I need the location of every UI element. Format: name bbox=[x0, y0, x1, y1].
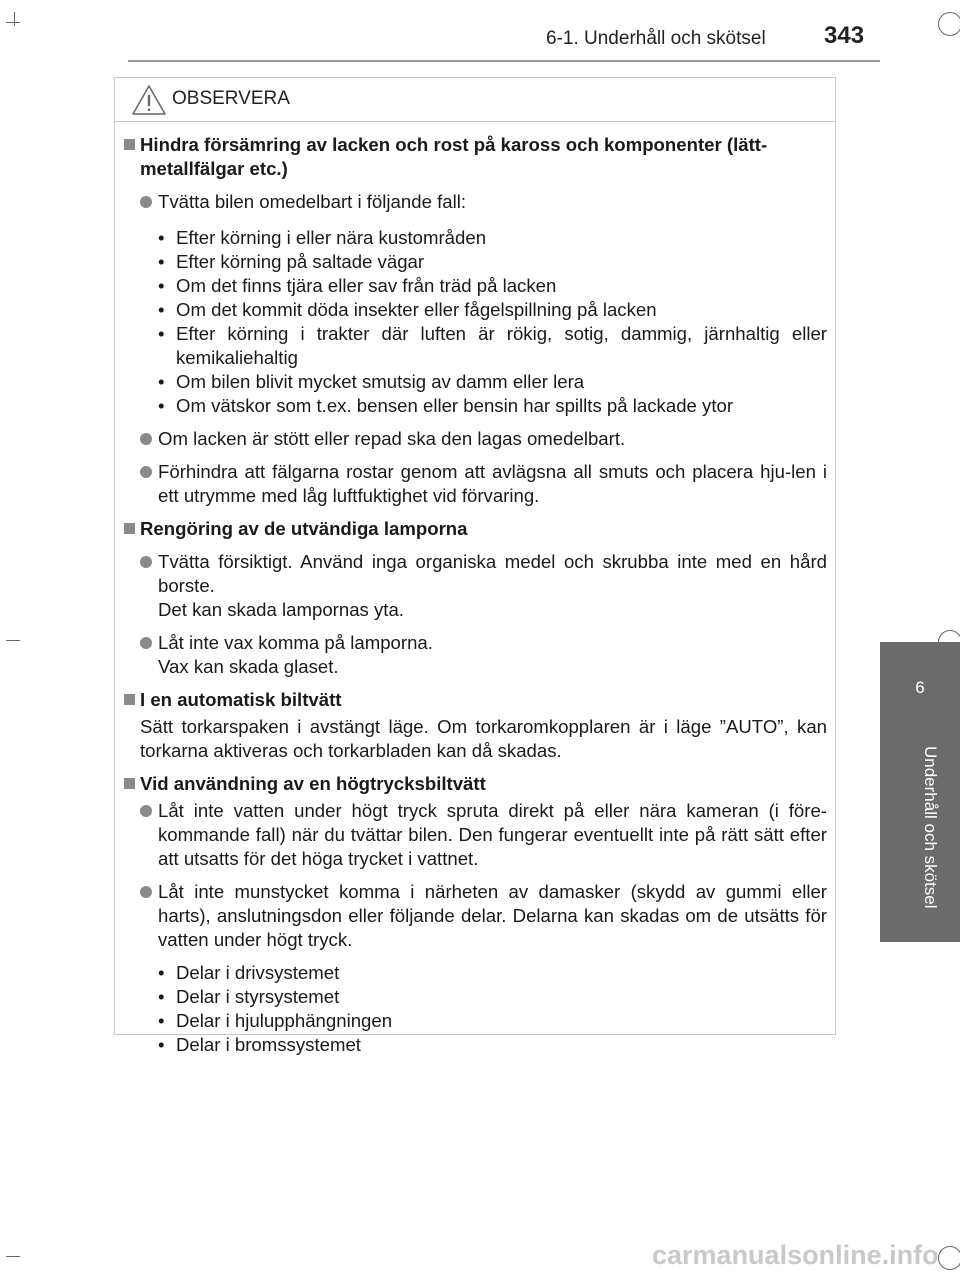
bullet-item bbox=[115, 460, 835, 508]
list-item: • Efter körning på saltade vägar bbox=[158, 251, 425, 272]
chapter-side-tab bbox=[880, 642, 960, 942]
list-item: • Om bilen blivit mycket smutsig av damm eller lera bbox=[158, 371, 585, 392]
registration-mark bbox=[938, 12, 960, 36]
circle-bullet-icon bbox=[140, 196, 152, 208]
square-bullet-icon bbox=[124, 778, 135, 789]
crop-mark bbox=[6, 22, 20, 23]
bullet-text: Vax kan skada glaset. bbox=[158, 656, 339, 677]
section-heading bbox=[115, 688, 835, 712]
paragraph: Sätt torkarspaken i avstängt läge. Om torkaromkopplaren är i läge ”AUTO”, kan torkarna aktiveras och torkarbladen kan då skadas. bbox=[140, 716, 827, 761]
sub-list bbox=[115, 961, 835, 1057]
notice-header bbox=[115, 78, 835, 122]
crop-mark bbox=[6, 1256, 20, 1257]
bullet-text: Det kan skada lampornas yta. bbox=[158, 599, 404, 620]
list-item: • Delar i drivsystemet bbox=[158, 962, 340, 983]
bullet-text: Tvätta bilen omedelbart i följande fall: bbox=[158, 191, 467, 212]
chapter-number: 6 bbox=[915, 678, 925, 697]
notice-content bbox=[115, 133, 835, 1066]
list-item: • Om det kommit döda insekter eller fågelspillning på lacken bbox=[158, 299, 657, 320]
section-heading-text: Rengöring av de utvändiga lamporna bbox=[140, 518, 468, 539]
bullet-text: Låt inte munstycket komma i närheten av damasker (skydd av gummi eller harts), anslutningsdon eller följande delar. Delarna kan skadas om de utsätts för vatten under högt tryck. bbox=[158, 881, 827, 950]
bullet-text: Låt inte vatten under högt tryck spruta direkt på eller nära kameran (i före-kommande fall) när du tvättar bilen. Den fungerar eventuellt inte på rätt sätt efter att utsatts för det höga trycket i vattnet. bbox=[158, 800, 827, 869]
bullet-text: Förhindra att fälgarna rostar genom att avlägsna all smuts och placera hju-len i ett utrymme med låg luftfuktighet vid förvaring. bbox=[158, 461, 827, 506]
chapter-heading: 6-1. Underhåll och skötsel bbox=[546, 28, 766, 49]
warning-triangle-icon bbox=[131, 84, 167, 116]
circle-bullet-icon bbox=[140, 886, 152, 898]
chapter-label: Underhåll och skötsel bbox=[921, 746, 940, 909]
watermark: carmanualsonline.info bbox=[652, 1240, 939, 1270]
bullet-item bbox=[115, 550, 835, 622]
crop-mark bbox=[6, 640, 20, 641]
circle-bullet-icon bbox=[140, 433, 152, 445]
registration-mark bbox=[938, 1246, 960, 1270]
bullet-text: Om lacken är stött eller repad ska den lagas omedelbart. bbox=[158, 428, 626, 449]
header-rule bbox=[128, 60, 880, 62]
section-heading bbox=[115, 772, 835, 796]
bullet-text: Låt inte vax komma på lamporna. bbox=[158, 632, 433, 653]
bullet-text: Tvätta försiktigt. Använd inga organiska medel och skrubba inte med en hård borste. bbox=[158, 551, 827, 596]
circle-bullet-icon bbox=[140, 637, 152, 649]
list-item: • Delar i bromssystemet bbox=[158, 1034, 361, 1055]
bullet-item bbox=[115, 880, 835, 952]
list-item: • Efter körning i trakter där luften är rökig, sotig, dammig, järnhaltig eller kemikaliehaltig bbox=[158, 323, 827, 368]
section-heading-text: I en automatisk biltvätt bbox=[140, 689, 342, 710]
bullet-item bbox=[115, 631, 835, 679]
sub-list bbox=[115, 226, 835, 418]
page-number: 343 bbox=[824, 22, 865, 49]
circle-bullet-icon bbox=[140, 466, 152, 478]
notice-box bbox=[114, 77, 836, 1055]
notice-title: OBSERVERA bbox=[172, 88, 290, 109]
list-item: • Efter körning i eller nära kustområden bbox=[158, 227, 487, 248]
list-item: • Delar i styrsystemet bbox=[158, 986, 340, 1007]
square-bullet-icon bbox=[124, 523, 135, 534]
list-item: • Delar i hjulupphängningen bbox=[158, 1010, 393, 1031]
circle-bullet-icon bbox=[140, 805, 152, 817]
section-heading-text: Vid användning av en högtrycksbiltvätt bbox=[140, 773, 486, 794]
section-heading-text: Hindra försämring av lacken och rost på kaross och komponenter (lätt-metallfälgar etc.) bbox=[140, 134, 768, 179]
bullet-item bbox=[115, 190, 835, 214]
section-heading bbox=[115, 517, 835, 541]
list-item: • Om vätskor som t.ex. bensen eller bensin har spillts på lackade ytor bbox=[158, 395, 734, 416]
circle-bullet-icon bbox=[140, 556, 152, 568]
bullet-item bbox=[115, 427, 835, 451]
bullet-item bbox=[115, 799, 835, 871]
section-heading bbox=[115, 133, 835, 181]
square-bullet-icon bbox=[124, 139, 135, 150]
crop-mark bbox=[14, 12, 15, 26]
list-item: • Om det finns tjära eller sav från träd på lacken bbox=[158, 275, 557, 296]
square-bullet-icon bbox=[124, 694, 135, 705]
